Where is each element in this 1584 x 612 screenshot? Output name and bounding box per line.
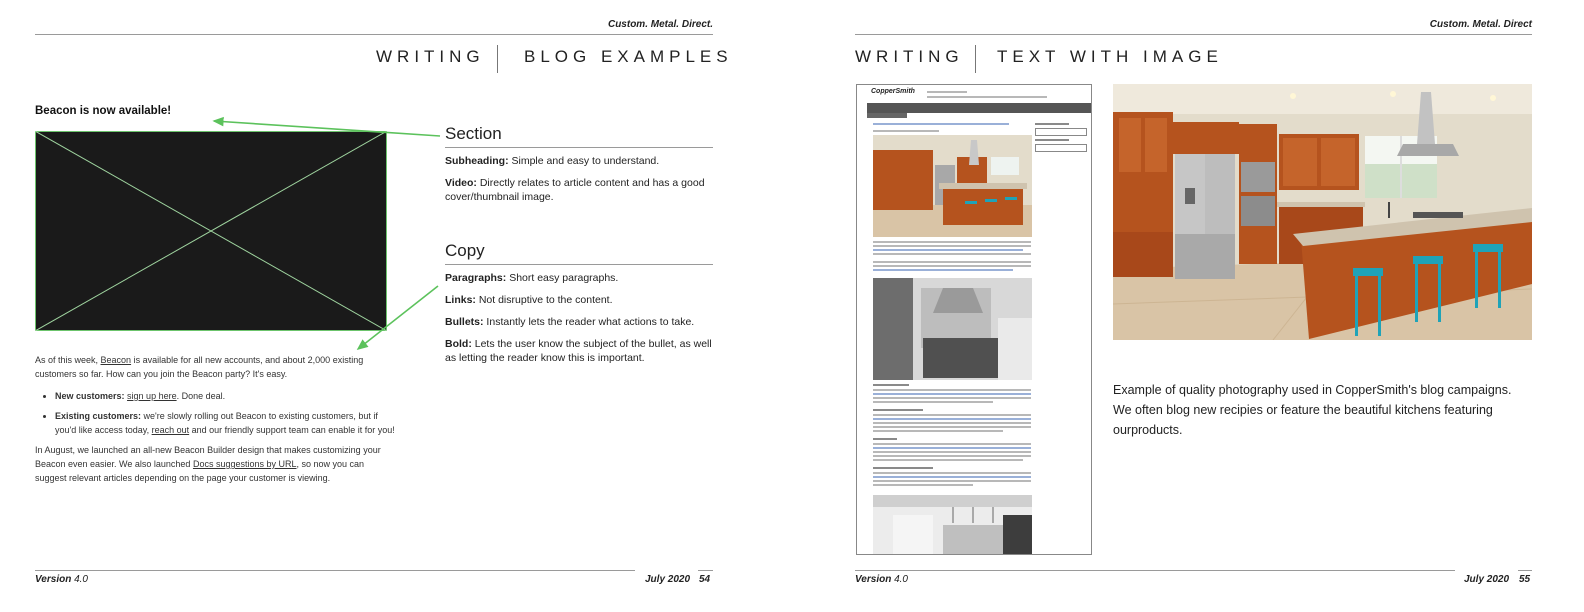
left-footer-rule [35,570,635,571]
caption-line: ourproducts. [1113,423,1183,437]
right-header-category: WRITING [855,47,964,66]
caption-line: Example of quality photography used in CopperSmith's blog campaigns. [1113,383,1512,397]
section-annotation [445,124,713,204]
subheading-note: Subheading: Simple and easy to understand. [445,155,660,167]
bullets-note: Bullets: Instantly lets the reader what actions to take. [445,316,695,328]
left-tagline: Custom. Metal. Direct. [607,19,713,30]
site-logo: CopperSmith [871,88,915,95]
site-nav-bar [867,103,1091,113]
video-note: Video: Directly relates to article content and has a good cover/thumbnail image. [445,177,705,203]
site-nav-bar-sub [867,113,907,118]
left-footer-date: July 2020 [645,574,691,585]
left-footer-version: Version 4.0 [35,574,88,585]
site-photo-kitchen-2 [873,278,1032,380]
blog-paragraph-2: In August, we launched an all-new Beacon Builder design that makes customizing your Beacon even easier. We also launched Docs suggestions by URL, so now you can suggest relevant articles depending on the page your customer is viewing. [35,445,381,483]
right-header-title: TEXT WITH IMAGE [997,47,1223,66]
right-header-divider [975,45,976,73]
arrow-to-heading [214,121,440,136]
left-header-title: BLOG EXAMPLES [524,47,733,66]
left-header-category: WRITING [376,47,485,66]
reach-out-link[interactable]: reach out [151,425,190,435]
blog-site-screenshot [856,84,1092,555]
right-footer-date: July 2020 [1464,574,1510,585]
copy-rule [445,264,713,265]
site-photo-kitchen-1 [873,135,1032,237]
right-header-rule [855,34,1532,35]
caption-line: We often blog new recipies or feature the beautiful kitchens featuring [1113,403,1493,417]
list-item: • New customers: sign up here. Done deal. [55,389,395,403]
right-footer-page-number: 55 [1519,574,1531,585]
right-footer-page-rule [1518,570,1532,571]
left-footer-page-number: 54 [699,574,711,585]
site-top-links [927,91,1077,101]
links-note: Links: Not disruptive to the content. [445,294,613,306]
docs-suggestions-link[interactable]: Docs suggestions by URL [192,459,297,469]
section-title: Section [445,124,502,143]
blog-example-heading: Beacon is now available! [35,105,172,117]
site-photo-kitchen-3 [873,495,1032,555]
right-footer-version: Version 4.0 [855,574,908,585]
blog-paragraph-1: As of this week, Beacon is available for all new accounts, and about 2,000 existing customers so far. How can you join the Beacon party? It's easy. [35,355,364,379]
right-tagline: Custom. Metal. Direct [1429,19,1532,30]
arrow-to-copy [358,286,438,349]
left-footer-page-rule [698,570,713,571]
paragraphs-note: Paragraphs: Short easy paragraphs. [445,272,619,284]
photo-caption [1113,380,1532,440]
copy-annotation [445,241,713,365]
list-item: • Existing customers: we're slowly rolling out Beacon to existing customers, but if you'd like access today, reach out and our friendly support team can enable it for you! [55,409,395,437]
copy-title: Copy [445,241,485,260]
sign-up-link[interactable]: sign up here [127,391,177,401]
section-rule [445,147,713,148]
kitchen-photo [1113,84,1532,340]
beacon-link[interactable]: Beacon [100,355,132,365]
bold-note: Bold: Lets the user know the subject of the bullet, as well as letting the reader know this is important. [445,338,712,364]
right-footer-rule [855,570,1455,571]
